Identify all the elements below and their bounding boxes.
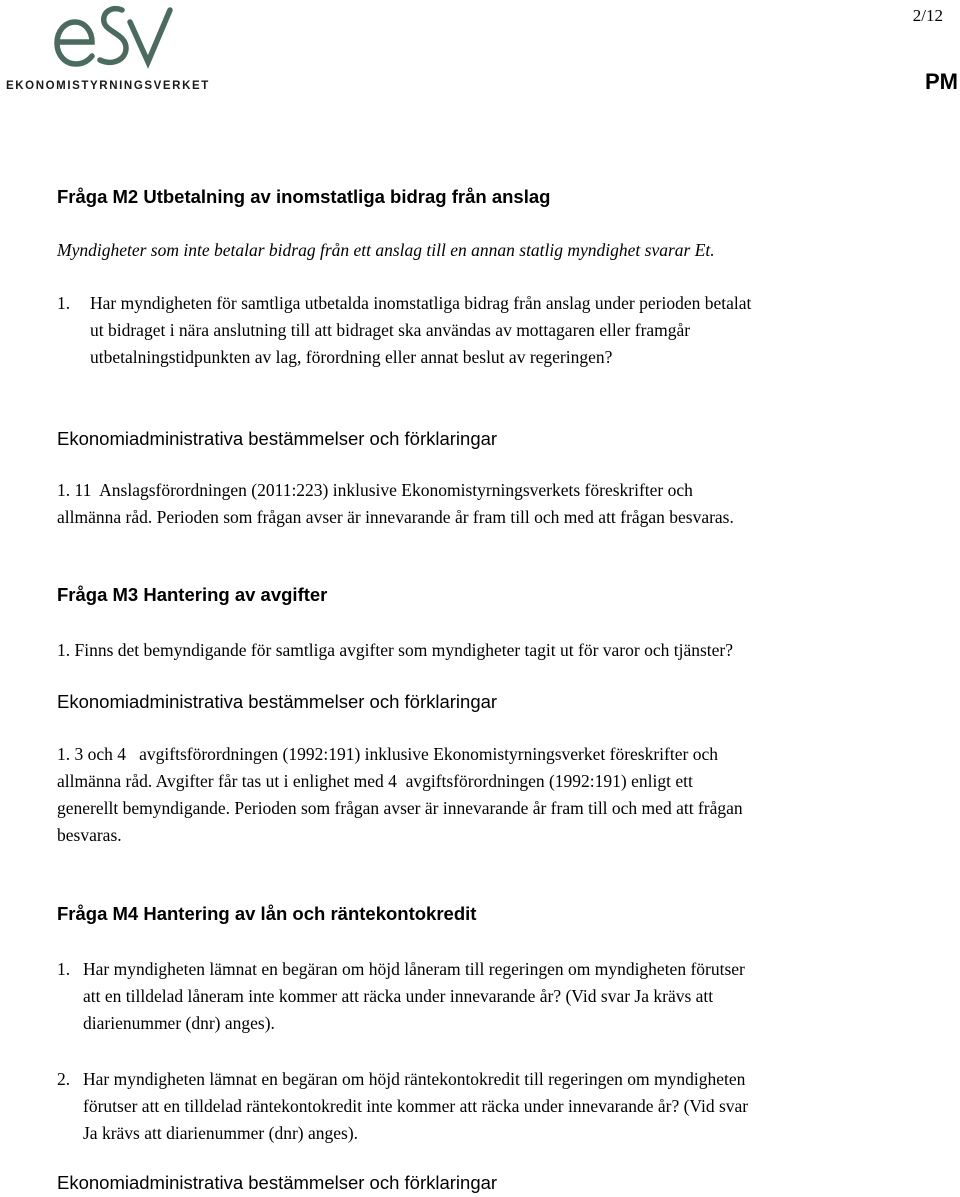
heading-m2: Fråga M2 Utbetalning av inomstatliga bidrag från anslag [57, 186, 551, 207]
m3-explanations-heading: Ekonomiadministrativa bestämmelser och förklaringar [57, 691, 498, 712]
m3-explanation [57, 741, 857, 849]
m2-explanations-heading: Ekonomiadministrativa bestämmelser och förklaringar [57, 428, 498, 449]
m2-expl-line: 1. 11 Anslagsförordningen (2011:223) inklusive Ekonomistyrningsverkets föreskrifter och [57, 480, 693, 500]
m2-expl-line: allmänna råd. Perioden som frågan avser är innevarande år fram till och med att frågan besvaras. [57, 507, 734, 527]
esv-logo-mark [4, 0, 219, 72]
list-number: 2. [57, 1069, 71, 1089]
m3-expl-line: besvaras. [57, 825, 122, 845]
list-number: 1. [57, 959, 71, 979]
m2-question-1 [57, 290, 857, 371]
m3-expl-line: 1. 3 och 4 avgiftsförordningen (1992:191) inklusive Ekonomistyrningsverket föreskrifter och [57, 744, 718, 764]
m4-q1-line: diarienummer (dnr) anges). [83, 1013, 275, 1033]
m3-question-1: 1. Finns det bemyndigande för samtliga avgifter som myndigheter tagit ut för varor och tjänster? [57, 640, 734, 660]
m4-explanations-heading: Ekonomiadministrativa bestämmelser och förklaringar [57, 1172, 498, 1193]
document-type-label: PM [925, 69, 958, 94]
m4-q2-line: Har myndigheten lämnat en begäran om höjd räntekontokredit till regeringen om myndigheten [83, 1069, 746, 1089]
heading-m3: Fråga M3 Hantering av avgifter [57, 584, 328, 605]
m4-q1-line: att en tilldelad låneram inte kommer att räcka under innevarande år? (Vid svar Ja krävs att [83, 986, 714, 1006]
m2-q1-line: Har myndigheten för samtliga utbetalda inomstatliga bidrag från anslag under perioden betalat [90, 293, 752, 313]
m4-question-2 [57, 1066, 857, 1147]
m3-expl-line: generellt bemyndigande. Perioden som frågan avser är innevarande år fram till och med att frågan [57, 798, 743, 818]
logo-subtitle: EKONOMISTYRNINGSVERKET [6, 80, 210, 92]
esv-logo [4, 0, 219, 96]
m4-q2-line: förutser att en tilldelad räntekontokredit inte kommer att räcka under innevarande år? (Vid svar [83, 1096, 749, 1116]
m2-explanation [57, 477, 857, 531]
m2-intro: Myndigheter som inte betalar bidrag från ett anslag till en annan statlig myndighet svarar Et. [57, 240, 715, 260]
m2-q1-line: utbetalningstidpunkten av lag, förordning eller annat beslut av regeringen? [90, 347, 613, 367]
page-number: 2/12 [912, 6, 943, 25]
m3-expl-line: allmänna råd. Avgifter får tas ut i enlighet med 4 avgiftsförordningen (1992:191) enligt ett [57, 771, 693, 791]
m4-question-1 [57, 956, 857, 1037]
heading-m4: Fråga M4 Hantering av lån och räntekontokredit [57, 903, 477, 924]
m4-q2-line: Ja krävs att diarienummer (dnr) anges). [83, 1123, 359, 1143]
list-number: 1. [57, 293, 71, 313]
m4-q1-line: Har myndigheten lämnat en begäran om höjd låneram till regeringen om myndigheten förutser [83, 959, 745, 979]
m2-q1-line: ut bidraget i nära anslutning till att bidraget ska användas av mottagaren eller framgår [90, 320, 691, 340]
